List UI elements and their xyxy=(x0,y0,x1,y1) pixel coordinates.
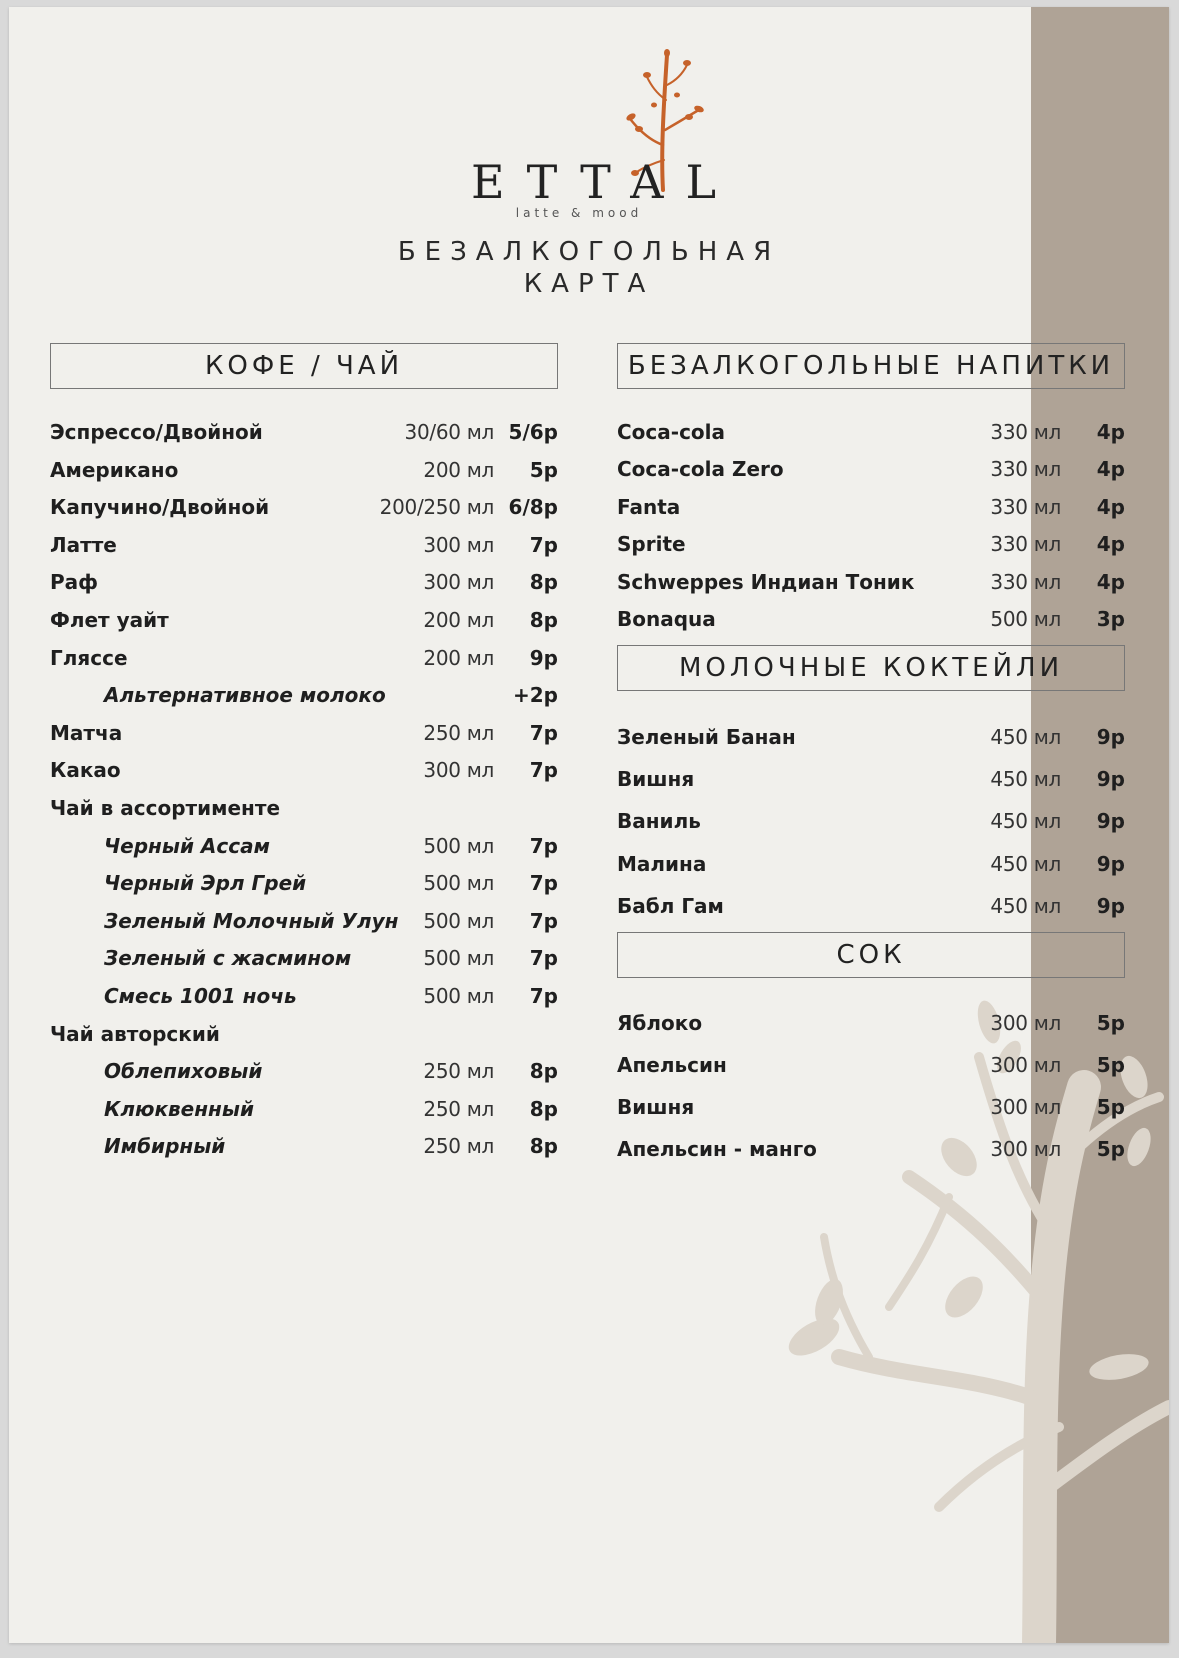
item-name: Sprite xyxy=(617,532,686,557)
menu-item-row xyxy=(50,831,558,861)
item-name: Латте xyxy=(50,532,117,557)
item-price: 9р xyxy=(529,645,558,670)
menu-item-row xyxy=(50,718,558,748)
item-volume: 500 мл xyxy=(423,833,494,858)
item-name: Bonaqua xyxy=(617,607,716,631)
item-name: Coca-cola Zero xyxy=(617,457,784,482)
item-name: Зеленый Банан xyxy=(617,725,796,749)
menu-item-row xyxy=(617,849,1125,879)
item-volume: 450 мл xyxy=(990,893,1061,918)
item-price: 5р xyxy=(529,457,558,482)
menu-title-line1: БЕЗАЛКОГОЛЬНАЯ xyxy=(397,237,781,267)
menu-item-row xyxy=(50,906,558,936)
item-name: Чай авторский xyxy=(50,1021,220,1046)
menu-item-row xyxy=(50,680,558,710)
item-name: Вишня xyxy=(617,1095,695,1119)
item-price: 7р xyxy=(529,720,558,745)
item-name: Яблоко xyxy=(617,1011,703,1035)
item-price: 7р xyxy=(529,532,558,557)
menu-item-row xyxy=(50,417,558,447)
item-price: 7р xyxy=(529,758,558,783)
item-price: 7р xyxy=(529,908,558,933)
item-volume: 500 мл xyxy=(423,871,494,896)
menu-item-row xyxy=(617,492,1125,522)
item-price: 7р xyxy=(529,833,558,858)
menu-item-row xyxy=(50,868,558,898)
menu-item-row xyxy=(617,891,1125,921)
item-price: 3р xyxy=(1096,607,1125,631)
item-name: Зеленый с жасмином xyxy=(104,946,352,971)
item-name: Эспрессо/Двойной xyxy=(50,420,263,444)
item-volume: 330 мл xyxy=(990,457,1061,482)
item-name: Зеленый Молочный Улун xyxy=(104,908,399,933)
menu-item-row xyxy=(50,793,558,823)
item-price: 5/6р xyxy=(508,420,558,444)
item-volume: 30/60 мл xyxy=(404,420,494,444)
item-volume: 450 мл xyxy=(990,851,1061,876)
item-name: Клюквенный xyxy=(104,1096,254,1121)
menu-item-row xyxy=(50,567,558,597)
item-price: 8р xyxy=(529,1134,558,1159)
item-volume: 450 мл xyxy=(990,809,1061,834)
item-price: 9р xyxy=(1096,851,1125,876)
item-price: 7р xyxy=(529,946,558,971)
item-volume: 250 мл xyxy=(423,1134,494,1159)
item-name: Гляссе xyxy=(50,645,128,670)
item-name: Черный Эрл Грей xyxy=(104,871,307,896)
item-volume: 300 мл xyxy=(423,532,494,557)
item-volume: 330 мл xyxy=(990,420,1061,444)
item-name: Бабл Гам xyxy=(617,893,724,918)
item-name: Fanta xyxy=(617,494,681,519)
item-name: Смесь 1001 ночь xyxy=(104,984,297,1008)
item-price: 5р xyxy=(1096,1011,1125,1035)
menu-item-row xyxy=(50,981,558,1011)
item-price: +2р xyxy=(513,683,558,708)
item-volume: 450 мл xyxy=(990,725,1061,749)
item-volume: 300 мл xyxy=(990,1053,1061,1077)
menu-item-row xyxy=(50,1131,558,1161)
menu-item-row xyxy=(50,455,558,485)
item-name: Ваниль xyxy=(617,809,701,834)
item-price: 8р xyxy=(529,1059,558,1084)
item-volume: 250 мл xyxy=(423,1096,494,1121)
item-volume: 330 мл xyxy=(990,569,1061,594)
menu-item-row xyxy=(617,417,1125,447)
item-volume: 200/250 мл xyxy=(379,495,494,520)
item-price: 4р xyxy=(1096,494,1125,519)
item-name: Раф xyxy=(50,570,98,595)
item-volume: 500 мл xyxy=(423,984,494,1008)
item-price: 9р xyxy=(1096,767,1125,792)
item-price: 8р xyxy=(529,570,558,595)
item-name: Альтернативное молоко xyxy=(104,683,386,708)
item-name: Чай в ассортименте xyxy=(50,796,281,820)
section-header-milkshakes: МОЛОЧНЫЕ КОКТЕЙЛИ xyxy=(617,645,1125,691)
brand-tagline: latte & mood xyxy=(515,206,643,220)
menu-item-row xyxy=(50,1094,558,1124)
item-price: 6/8р xyxy=(508,495,558,520)
item-volume: 500 мл xyxy=(423,908,494,933)
menu-item-row xyxy=(50,943,558,973)
item-volume: 300 мл xyxy=(423,570,494,595)
item-volume: 330 мл xyxy=(990,532,1061,557)
menu-item-row xyxy=(617,604,1125,634)
menu-item-row xyxy=(50,492,558,522)
section-header-soft-drinks: БЕЗАЛКОГОЛЬНЫЕ НАПИТКИ xyxy=(617,343,1125,389)
item-price: 4р xyxy=(1096,457,1125,482)
item-price: 7р xyxy=(529,871,558,896)
menu-item-row xyxy=(617,1134,1125,1164)
item-name: Какао xyxy=(50,758,121,783)
item-name: Американо xyxy=(50,457,179,482)
item-price: 4р xyxy=(1096,420,1125,444)
item-name: Облепиховый xyxy=(104,1059,263,1084)
item-name: Флет уайт xyxy=(50,608,169,632)
menu-item-row xyxy=(50,755,558,785)
menu-item-row xyxy=(617,764,1125,794)
brand-name: ETTAL xyxy=(471,155,739,209)
item-volume: 250 мл xyxy=(423,1059,494,1084)
section-header-juice: СОК xyxy=(617,932,1125,978)
item-price: 9р xyxy=(1096,893,1125,918)
item-name: Апельсин xyxy=(617,1053,727,1077)
item-price: 5р xyxy=(1096,1137,1125,1161)
menu-item-row xyxy=(617,1050,1125,1080)
item-price: 8р xyxy=(529,608,558,632)
menu-title-line2: КАРТА xyxy=(523,269,655,299)
item-volume: 300 мл xyxy=(990,1011,1061,1035)
item-price: 7р xyxy=(529,984,558,1008)
menu-item-row xyxy=(617,1008,1125,1038)
item-volume: 330 мл xyxy=(990,494,1061,519)
menu-item-row xyxy=(617,722,1125,752)
item-price: 4р xyxy=(1096,569,1125,594)
item-volume: 500 мл xyxy=(423,946,494,971)
item-price: 5р xyxy=(1096,1053,1125,1077)
item-volume: 200 мл xyxy=(423,645,494,670)
item-volume: 300 мл xyxy=(990,1137,1061,1161)
menu-item-row xyxy=(617,529,1125,559)
item-name: Coca-cola xyxy=(617,420,726,444)
menu-item-row xyxy=(617,806,1125,836)
section-header-coffee-tea: КОФЕ / ЧАЙ xyxy=(50,343,558,389)
menu-page xyxy=(9,7,1169,1643)
item-price: 8р xyxy=(529,1096,558,1121)
item-price: 9р xyxy=(1096,725,1125,749)
item-volume: 450 мл xyxy=(990,767,1061,792)
item-volume: 200 мл xyxy=(423,457,494,482)
item-name: Schweppes Индиан Тоник xyxy=(617,569,915,594)
menu-item-row xyxy=(50,530,558,560)
menu-item-row xyxy=(50,643,558,673)
item-name: Имбирный xyxy=(104,1134,226,1159)
menu-item-row xyxy=(617,567,1125,597)
item-volume: 200 мл xyxy=(423,608,494,632)
menu-item-row xyxy=(617,454,1125,484)
item-price: 5р xyxy=(1096,1095,1125,1119)
item-name: Малина xyxy=(617,851,707,876)
item-volume: 300 мл xyxy=(423,758,494,783)
item-volume: 250 мл xyxy=(423,720,494,745)
item-name: Вишня xyxy=(617,767,695,792)
item-price: 4р xyxy=(1096,532,1125,557)
menu-item-row xyxy=(617,1092,1125,1122)
menu-item-row xyxy=(50,605,558,635)
menu-item-row xyxy=(50,1019,558,1049)
item-name: Матча xyxy=(50,720,123,745)
menu-item-row xyxy=(50,1056,558,1086)
item-price: 9р xyxy=(1096,809,1125,834)
item-volume: 300 мл xyxy=(990,1095,1061,1119)
item-name: Апельсин - манго xyxy=(617,1137,817,1161)
item-name: Капучино/Двойной xyxy=(50,495,270,520)
item-volume: 500 мл xyxy=(990,607,1061,631)
item-name: Черный Ассам xyxy=(104,833,270,858)
